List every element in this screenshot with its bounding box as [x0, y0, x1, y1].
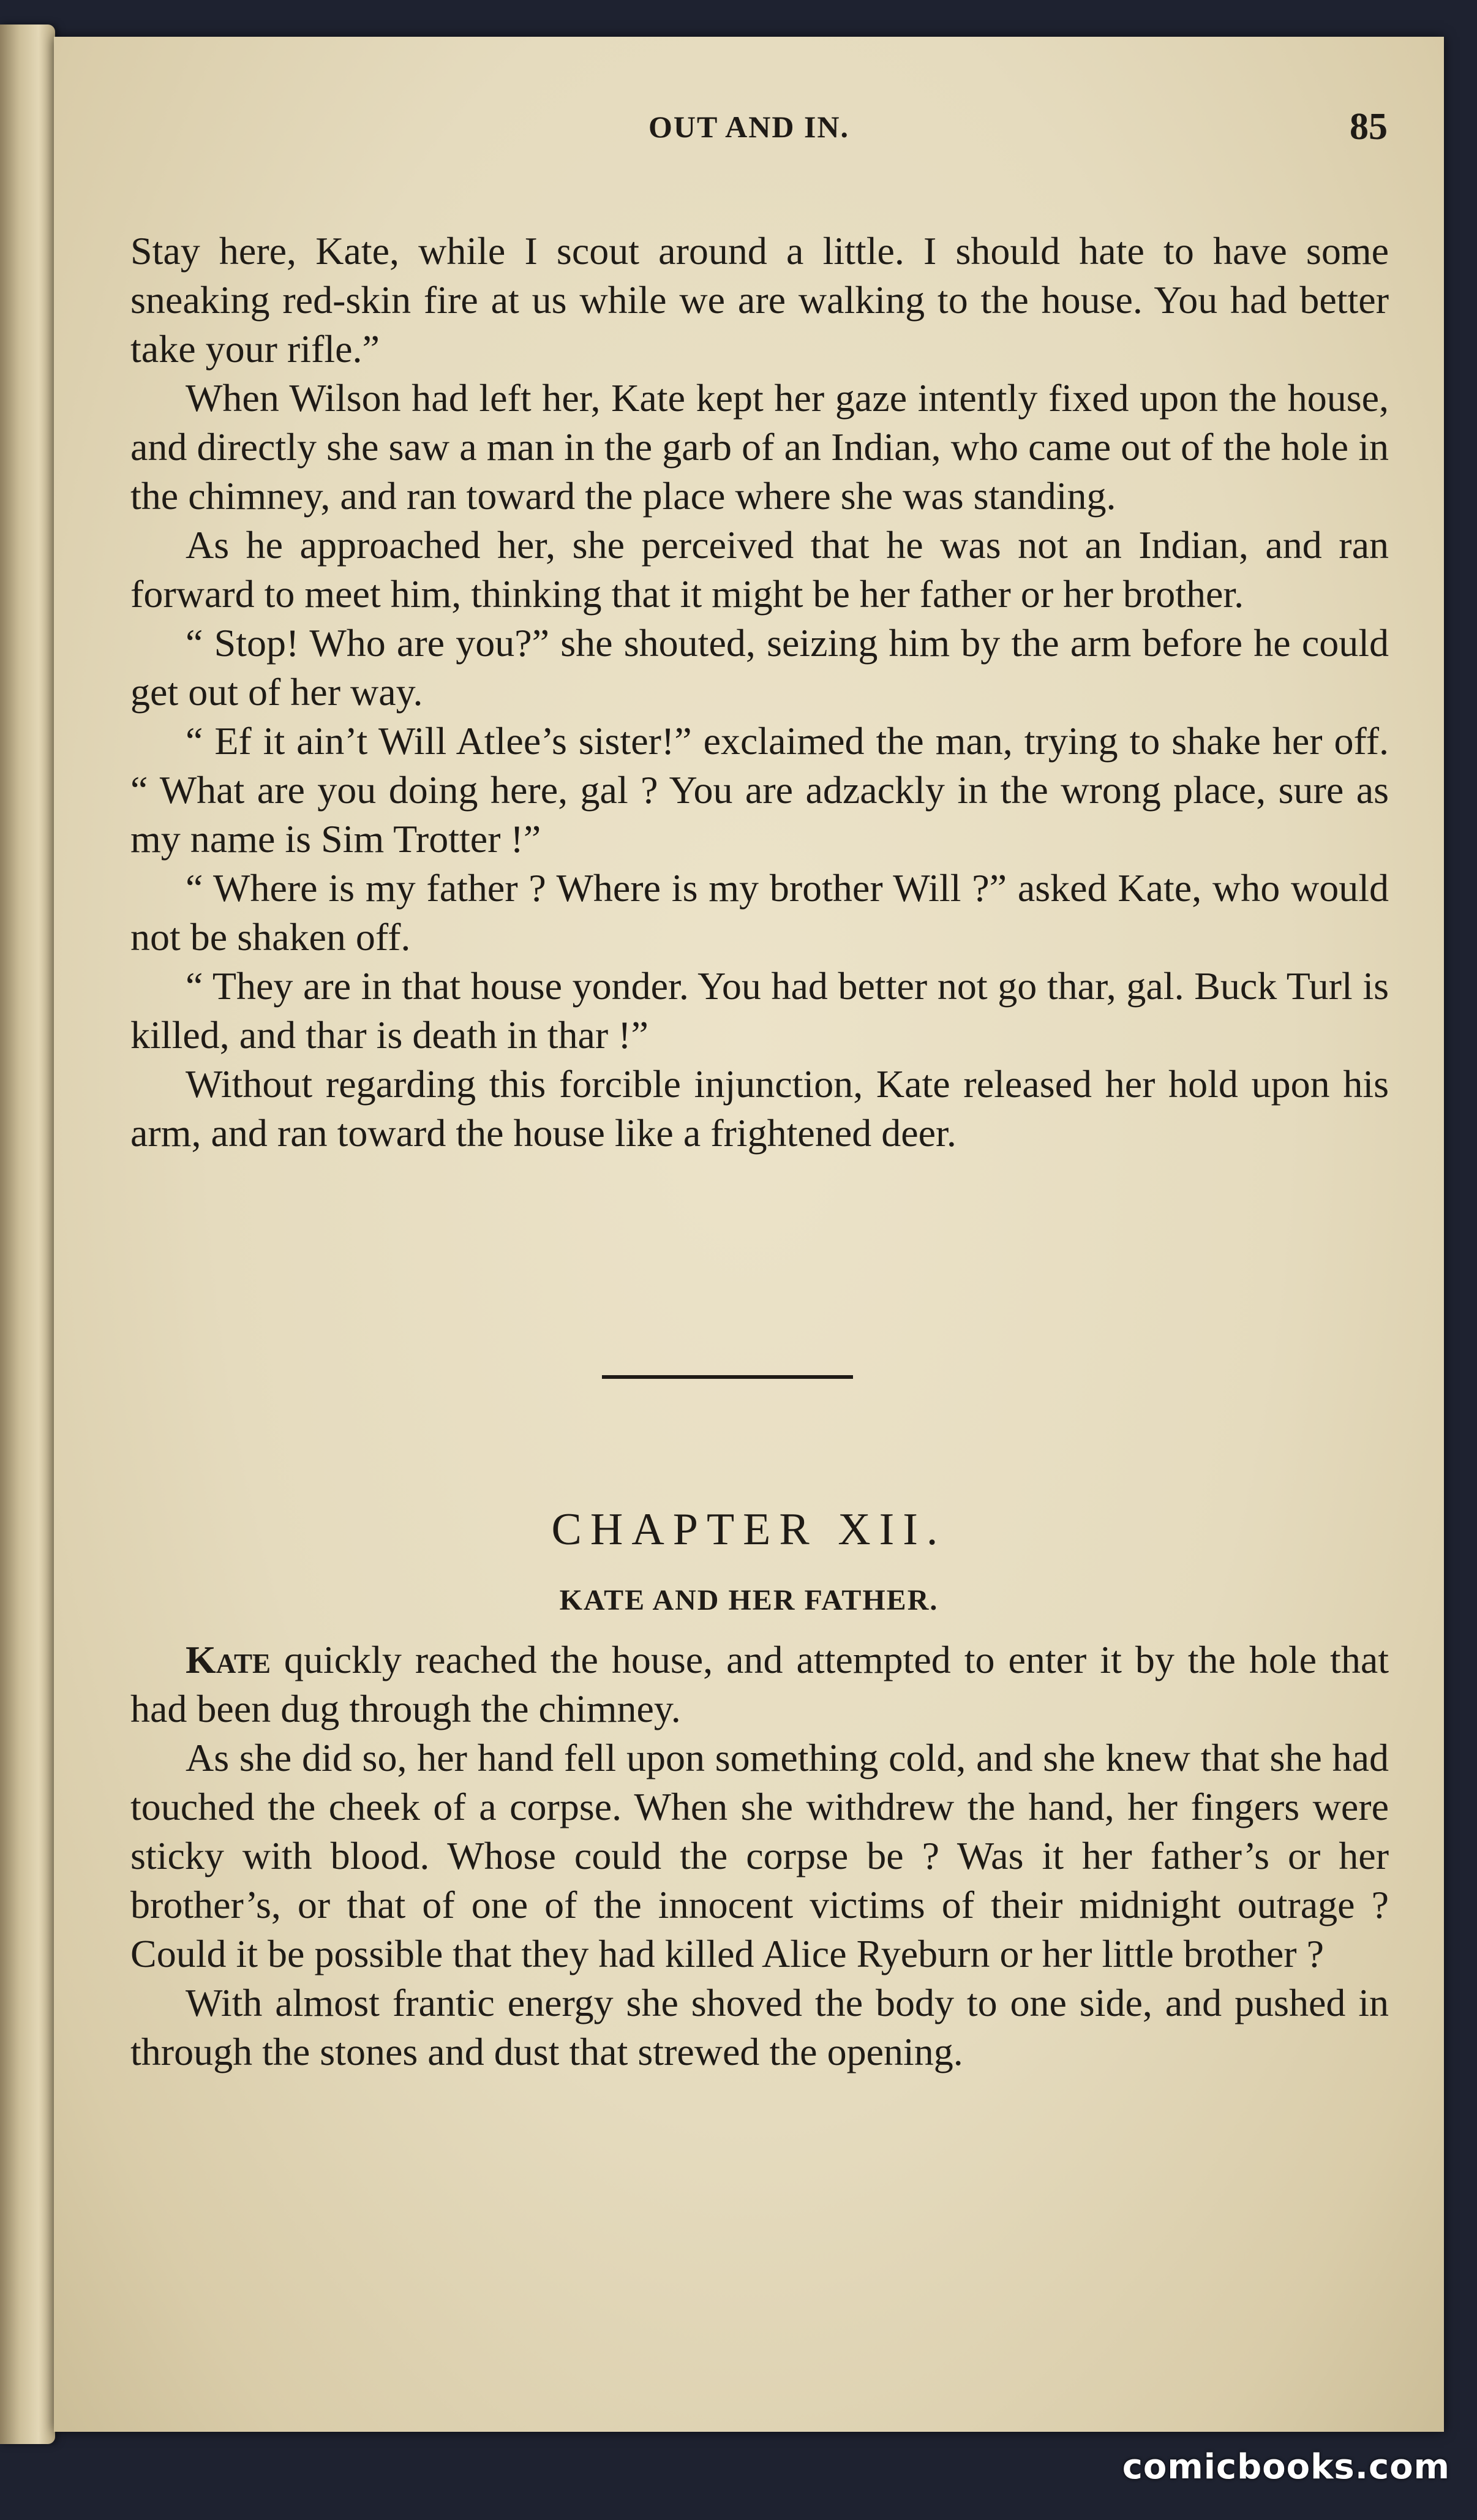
paragraph: As he approached her, she perceived that he was not an Indian, and ran forward to meet him, thinking that it might be her father or her brother.: [130, 523, 1389, 616]
paragraph: As she did so, her hand fell upon something cold, and she knew that she had touched the cheek of a corpse. When she withdrew the hand, her fingers were sticky with blood. Whose could the corpse be ? Was it her father’s or her brother’s, or that of one of the innocent victims of their midnight outrage ? Could it be possible that they had killed Alice Ryeburn or her little brother ?: [130, 1736, 1389, 1975]
paragraph: “ Where is my father ? Where is my brother Will ?” asked Kate, who would not be shaken off.: [130, 866, 1389, 959]
running-title: OUT AND IN.: [648, 110, 850, 144]
page-number: 85: [1350, 106, 1388, 148]
paragraph: With almost frantic energy she shoved the body to one side, and pushed in through the stones and dust that strewed the opening.: [130, 1981, 1389, 2073]
paragraph: When Wilson had left her, Kate kept her gaze intently fixed upon the house, and directly she saw a man in the garb of an Indian, who came out of the hole in the chimney, and ran toward the place where she was standing.: [130, 376, 1389, 518]
chapter-first-paragraph-rest: quickly reached the house, and attempted to enter it by the hole that had been dug through the chimney.: [130, 1638, 1389, 1730]
page-body-text: [130, 227, 1389, 1158]
chapter-body-text: [130, 1635, 1389, 2077]
paragraph: “ They are in that house yonder. You had better not go thar, gal. Buck Turl is killed, and thar is death in thar !”: [130, 964, 1389, 1057]
paragraph: Without regarding this forcible injunction, Kate released her hold upon his arm, and ran toward the house like a frightened deer.: [130, 1062, 1389, 1155]
paragraph: “ Ef it ain’t Will Atlee’s sister!” exclaimed the man, trying to shake her off. “ What are you doing here, gal ? You are adzackly in the wrong place, sure as my name is Sim Trotter !”: [130, 719, 1389, 861]
section-divider-rule: [602, 1375, 853, 1379]
chapter-first-paragraph: [130, 1635, 1389, 1733]
paragraph: “ Stop! Who are you?” she shouted, seizing him by the arm before he could get out of her way.: [130, 621, 1389, 714]
book-binding-edge: [0, 25, 55, 2444]
book-page: [54, 37, 1444, 2432]
chapter-first-word: Kate: [186, 1638, 271, 1681]
site-watermark: comicbooks.com: [1122, 2447, 1450, 2487]
paragraph: Stay here, Kate, while I scout around a little. I should hate to have some sneaking red-skin fire at us while we are walking to the house. You had better take your rifle.”: [130, 229, 1389, 371]
chapter-subtitle: KATE AND HER FATHER.: [559, 1584, 939, 1616]
chapter-title: CHAPTER XII.: [551, 1504, 947, 1555]
